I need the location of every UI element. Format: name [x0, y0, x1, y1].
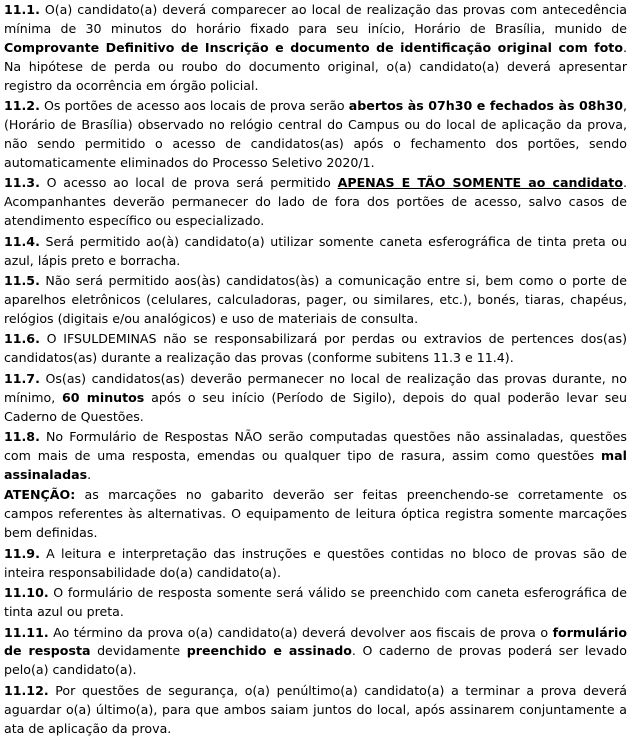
paragraph-11-1 — [4, 1, 627, 96]
text-run: O IFSULDEMINAS não se responsabilizará por perdas ou extravios de pertences dos(as) candidatos(as) durante a realização das provas (conforme subitens 11.3 e 11.4). — [4, 331, 627, 366]
text-run: Os portões de acesso aos locais de prova serão — [39, 98, 349, 114]
text-run: abertos às 07h30 e fechados às 08h30 — [348, 98, 623, 114]
text-run: Comprovante Definitivo de Inscrição e documento de identificação original com foto — [4, 39, 623, 55]
paragraph-11-3 — [4, 174, 627, 231]
paragraph-11-11 — [4, 624, 627, 681]
paragraph-11-12 — [4, 682, 627, 739]
item-number: 11.4. — [4, 233, 40, 249]
text-run: Por questões de segurança, o(a) penúltimo(a) candidato(a) a terminar a prova deverá aguardar o(a) último(a), para que ambos saiam juntos do local, após assinarem conjuntamente a ata de aplicação da prova. — [4, 682, 627, 736]
paragraph-11-2 — [4, 97, 627, 173]
paragraph-11-4 — [4, 233, 627, 271]
text-run: as marcações no gabarito deverão ser feitas preenchendo-se corretamente os campos referentes às alternativas. O equipamento de leitura óptica registra somente marcações bem definidas. — [4, 487, 627, 541]
item-number: 11.11. — [4, 624, 49, 640]
item-number: 11.6. — [4, 331, 40, 347]
text-run: . Acompanhantes deverão permanecer do lado de fora dos portões de acesso, salvo casos de atendimento específico ou especializado. — [4, 175, 627, 229]
text-run: O acesso ao local de prova será permitido — [39, 175, 338, 191]
paragraph-11-5 — [4, 272, 627, 329]
text-run: . — [87, 466, 92, 482]
text-run: . O caderno de provas poderá ser levado pelo(a) candidato(a). — [4, 643, 627, 678]
item-number: 11.5. — [4, 273, 40, 289]
paragraph-11-8 — [4, 428, 627, 485]
text-run: preenchido e assinado — [186, 643, 352, 659]
paragraph-11-6 — [4, 330, 627, 368]
text-run: devidamente — [90, 643, 187, 659]
paragraph-11-9 — [4, 545, 627, 583]
paragraph-11-10 — [4, 584, 627, 622]
text-run: após o seu início (Período de Sigilo), depois do qual poderão levar seu Caderno de Questões. — [4, 389, 628, 424]
item-number: ATENÇÃO: — [4, 487, 76, 503]
item-number: 11.8. — [4, 429, 40, 445]
paragraph-atencao — [4, 486, 627, 543]
text-run: 60 minutos — [62, 389, 145, 405]
text-run: A leitura e interpretação das instruções e questões contidas no bloco de provas são de inteira responsabilidade do(a) candidato(a). — [4, 545, 627, 580]
item-number: 11.10. — [4, 585, 49, 601]
text-run: Os(as) candidatos(as) deverão permanecer no local de realização das provas durante, no mínimo, — [4, 370, 627, 405]
text-run: mal assinaladas — [4, 448, 627, 482]
text-run: , (Horário de Brasília) observado no relógio central do Campus ou do local de aplicação da prova, não sendo permitido o acesso de candidatos(as) após o fechamento dos portões, sendo automaticamente eliminados do Processo Seletivo 2020/1. — [4, 98, 627, 170]
text-run: No Formulário de Respostas NÃO serão computadas questões não assinaladas, questões com mais de uma resposta, emendas ou qualquer tipo de rasura, assim como questões — [4, 429, 627, 463]
text-run: O formulário de resposta somente será válido se preenchido com caneta esferográfica de tinta azul ou preta. — [4, 585, 627, 620]
paragraph-11-7 — [4, 370, 627, 427]
text-run: . Na hipótese de perda ou roubo do documento original, o(a) candidato(a) deverá apresentar registro da ocorrência em órgão policial. — [4, 39, 627, 93]
item-number: 11.9. — [4, 545, 40, 561]
item-number: 11.12. — [4, 682, 49, 698]
item-number: 11.7. — [4, 370, 40, 386]
text-run: Não será permitido aos(às) candidatos(às) a comunicação entre si, bem como o porte de aparelhos eletrônicos (celulares, calculadoras, pager, ou similares, etc.), bonés, tiaras, chapéus, relógios (digitais e/ou analógicos) e uso de materiais de consulta. — [4, 273, 627, 326]
text-run: APENAS E TÃO SOMENTE ao candidato — [337, 175, 623, 191]
text-run: formulário de resposta — [4, 624, 627, 659]
item-number: 11.1. — [4, 2, 40, 17]
text-run: Ao término da prova o(a) candidato(a) deverá devolver aos fiscais de prova o — [48, 624, 553, 640]
item-number: 11.2. — [4, 98, 40, 114]
item-number: 11.3. — [4, 175, 40, 191]
text-run: O(a) candidato(a) deverá comparecer ao local de realização das provas com antecedência mínima de 30 minutos do horário fixado para seu início, Horário de Brasília, munido de — [4, 2, 627, 36]
text-run: Será permitido ao(à) candidato(a) utilizar somente caneta esferográfica de tinta preta ou azul, lápis preto e borracha. — [4, 233, 627, 268]
